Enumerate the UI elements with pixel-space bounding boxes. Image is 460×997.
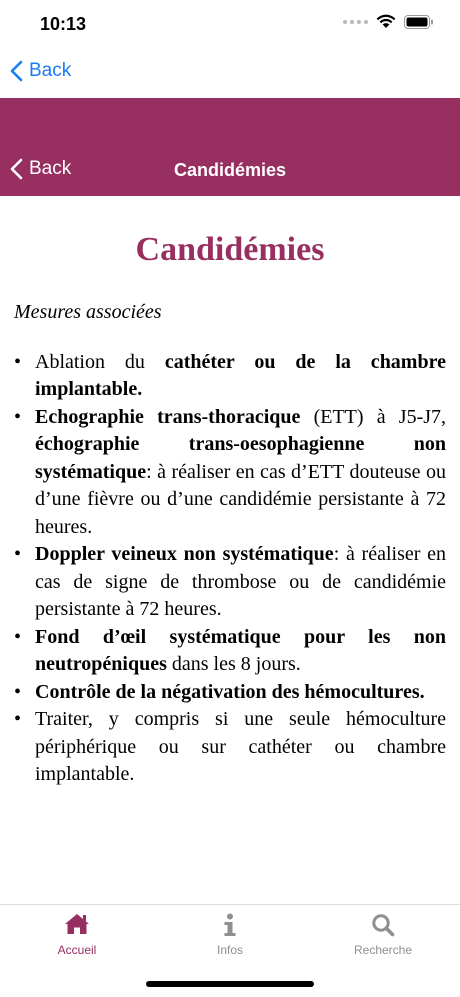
bullet-text: : à réaliser en cas d’ETT douteuse ou d’une fièvre ou d’une candidémie persistante à 72 heures.: [35, 460, 446, 538]
status-time: 10:13: [40, 14, 87, 34]
wifi-icon: [376, 14, 396, 29]
home-icon: [64, 913, 90, 935]
bullet-text: dans les 8 jours.: [166, 653, 301, 676]
bullet-text: (ETT) à J5-J7,: [300, 405, 447, 428]
page-title: Candidémies: [135, 231, 325, 268]
bullet-text-bold: Doppler veineux non systématique: [35, 543, 334, 566]
search-icon: [371, 913, 395, 937]
status-icons: [343, 14, 434, 29]
tab-label: Infos: [216, 943, 243, 957]
bullet-item: [14, 541, 446, 624]
top-back-label: Back: [29, 60, 72, 81]
tab-label: Accueil: [57, 943, 97, 957]
top-navigation-bar: [0, 50, 460, 98]
bullet-text: Ablation du: [35, 350, 165, 373]
tab-accueil[interactable]: [0, 905, 154, 975]
bullet-text-bold: Echographie trans-thoracique: [35, 405, 301, 428]
info-icon: [223, 913, 237, 937]
tab-infos[interactable]: [153, 905, 307, 975]
bullet-list: [14, 349, 446, 789]
bullet-item: [14, 679, 446, 707]
status-bar: [0, 0, 460, 50]
bullet-item: [14, 404, 446, 542]
top-back-button[interactable]: [10, 60, 71, 82]
bullet-text-bold: Contrôle de la négativation des hémocultures.: [35, 680, 425, 703]
bullet-item: [14, 349, 446, 404]
bullet-text-bold: cathéter ou de la chambre implantable.: [35, 350, 446, 401]
bullet-text: Traiter, y compris si une seule hémoculture périphérique ou sur cathéter ou chambre implantable.: [35, 708, 446, 786]
header-back-label: Back: [29, 158, 72, 179]
bullet-text-bold: Fond d’œil systématique pour les non neutropéniques: [35, 625, 446, 676]
tab-label: Recherche: [353, 943, 413, 957]
bullet-item: [14, 706, 446, 789]
bullet-text: : à réaliser en cas de signe de thrombose ou de candidémie persistante à 72 heures.: [35, 543, 446, 621]
section-heading: Mesures associées: [14, 300, 162, 323]
tab-recherche[interactable]: [306, 905, 460, 975]
article-content: [14, 230, 446, 789]
bullet-text-bold: échographie trans-oesophagienne non systématique: [35, 433, 446, 483]
cellular-signal-icon: [343, 20, 368, 24]
header-title: Candidémies: [173, 160, 287, 180]
header-bar: [0, 98, 460, 196]
home-indicator: [146, 981, 314, 987]
bullet-item: [14, 624, 446, 679]
battery-icon: [404, 15, 434, 29]
chevron-left-icon: [10, 60, 23, 82]
